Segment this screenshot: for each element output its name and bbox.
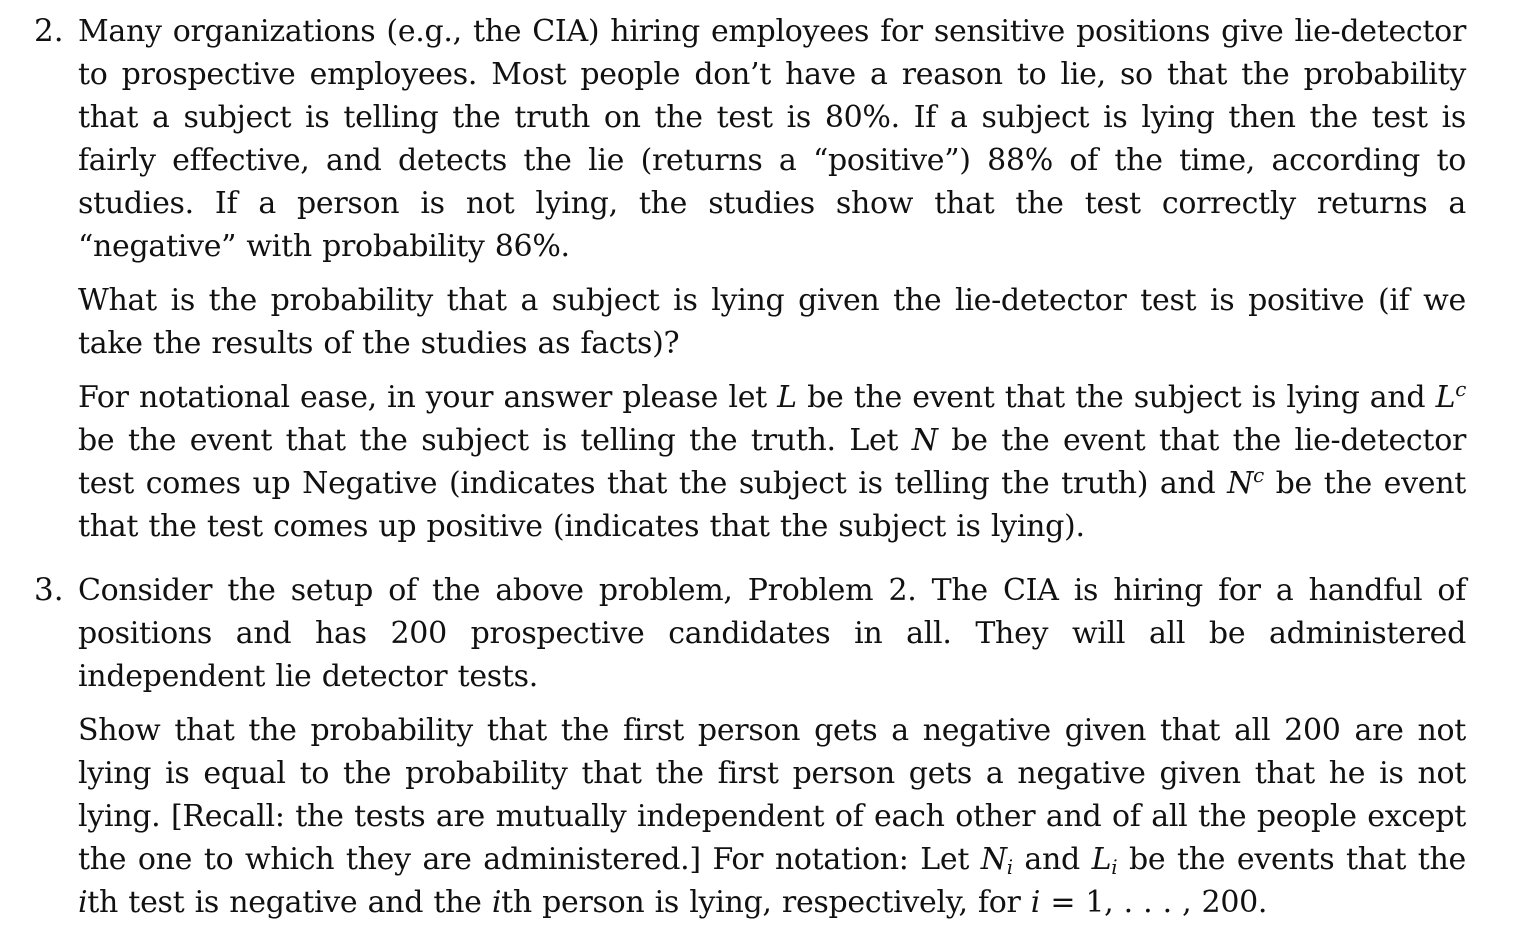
math-L: L — [777, 380, 797, 415]
math-subscript: i — [1006, 855, 1013, 879]
math-i: i — [78, 885, 88, 920]
text-run: be the events that the — [1117, 842, 1466, 877]
text-run: be the event that the lie-detector test comes up Negative (indicates that the subject is telling the truth) and — [78, 423, 1466, 501]
math-i: i — [1030, 885, 1041, 920]
math-N-complement — [1227, 466, 1264, 501]
text-run: be the event that the test comes up positive (indicates that the subject is lying). — [78, 466, 1466, 544]
math-base: N — [1227, 466, 1254, 501]
text-run: and — [1012, 842, 1092, 877]
problem-3-show — [78, 709, 1466, 924]
text-run: th test is negative and the — [87, 885, 492, 920]
problem-2 — [34, 10, 1466, 548]
problem-2-notation — [78, 376, 1466, 548]
problem-3 — [34, 569, 1466, 924]
text-run: th person is lying, respectively, for — [501, 885, 1031, 920]
problem-2-statement: Many organizations (e.g., the CIA) hiring employees for sensitive positions give lie-detector to prospective employees. Most people don’t have a reason to lie, so that the probability that a subject is telling the truth on the test is 80%. If a subject is lying then the test is fairly effective, and detects the lie (returns a “positive”) 88% of the time, according to studies. If a person is not lying, the studies show that the test correctly returns a “negative” with probability 86%. — [78, 14, 1466, 264]
math-N: N — [911, 423, 938, 458]
math-superscript: c — [1455, 378, 1466, 402]
problem-number: 2. — [34, 13, 64, 49]
text-run: Show that the probability that the first person gets a negative given that all 200 are not lying is equal to the probability that the first person gets a negative given that he is not lying. [Recall: the tests are mutually independent of each other and of all the people except the one to which they are administered.] For notation: Let — [78, 713, 1466, 877]
math-base: L — [1435, 380, 1456, 415]
problem-3-statement: Consider the setup of the above problem, Problem 2. The CIA is hiring for a handful of positions and has 200 prospective candidates in all. They will all be administered independent lie detector tests. — [78, 573, 1466, 694]
problem-2-question: What is the probability that a subject is lying given the lie-detector test is positive (if we take the results of the studies as facts)? — [78, 283, 1466, 361]
math-subscript: i — [1111, 855, 1118, 879]
problem-number: 3. — [34, 572, 64, 608]
text-run: be the event that the subject is telling the truth. Let — [78, 423, 912, 458]
math-L-complement — [1436, 380, 1466, 415]
math-L-i — [1092, 842, 1118, 877]
math-i: i — [491, 885, 502, 920]
math-base: L — [1091, 842, 1112, 877]
text-run: be the event that the subject is lying and — [796, 380, 1436, 415]
text-run: For notational ease, in your answer please let — [78, 380, 778, 415]
math-N-i — [981, 842, 1013, 877]
text-run: = 1, . . . , 200. — [1040, 885, 1268, 920]
math-base: N — [980, 842, 1007, 877]
math-superscript: c — [1253, 464, 1264, 488]
